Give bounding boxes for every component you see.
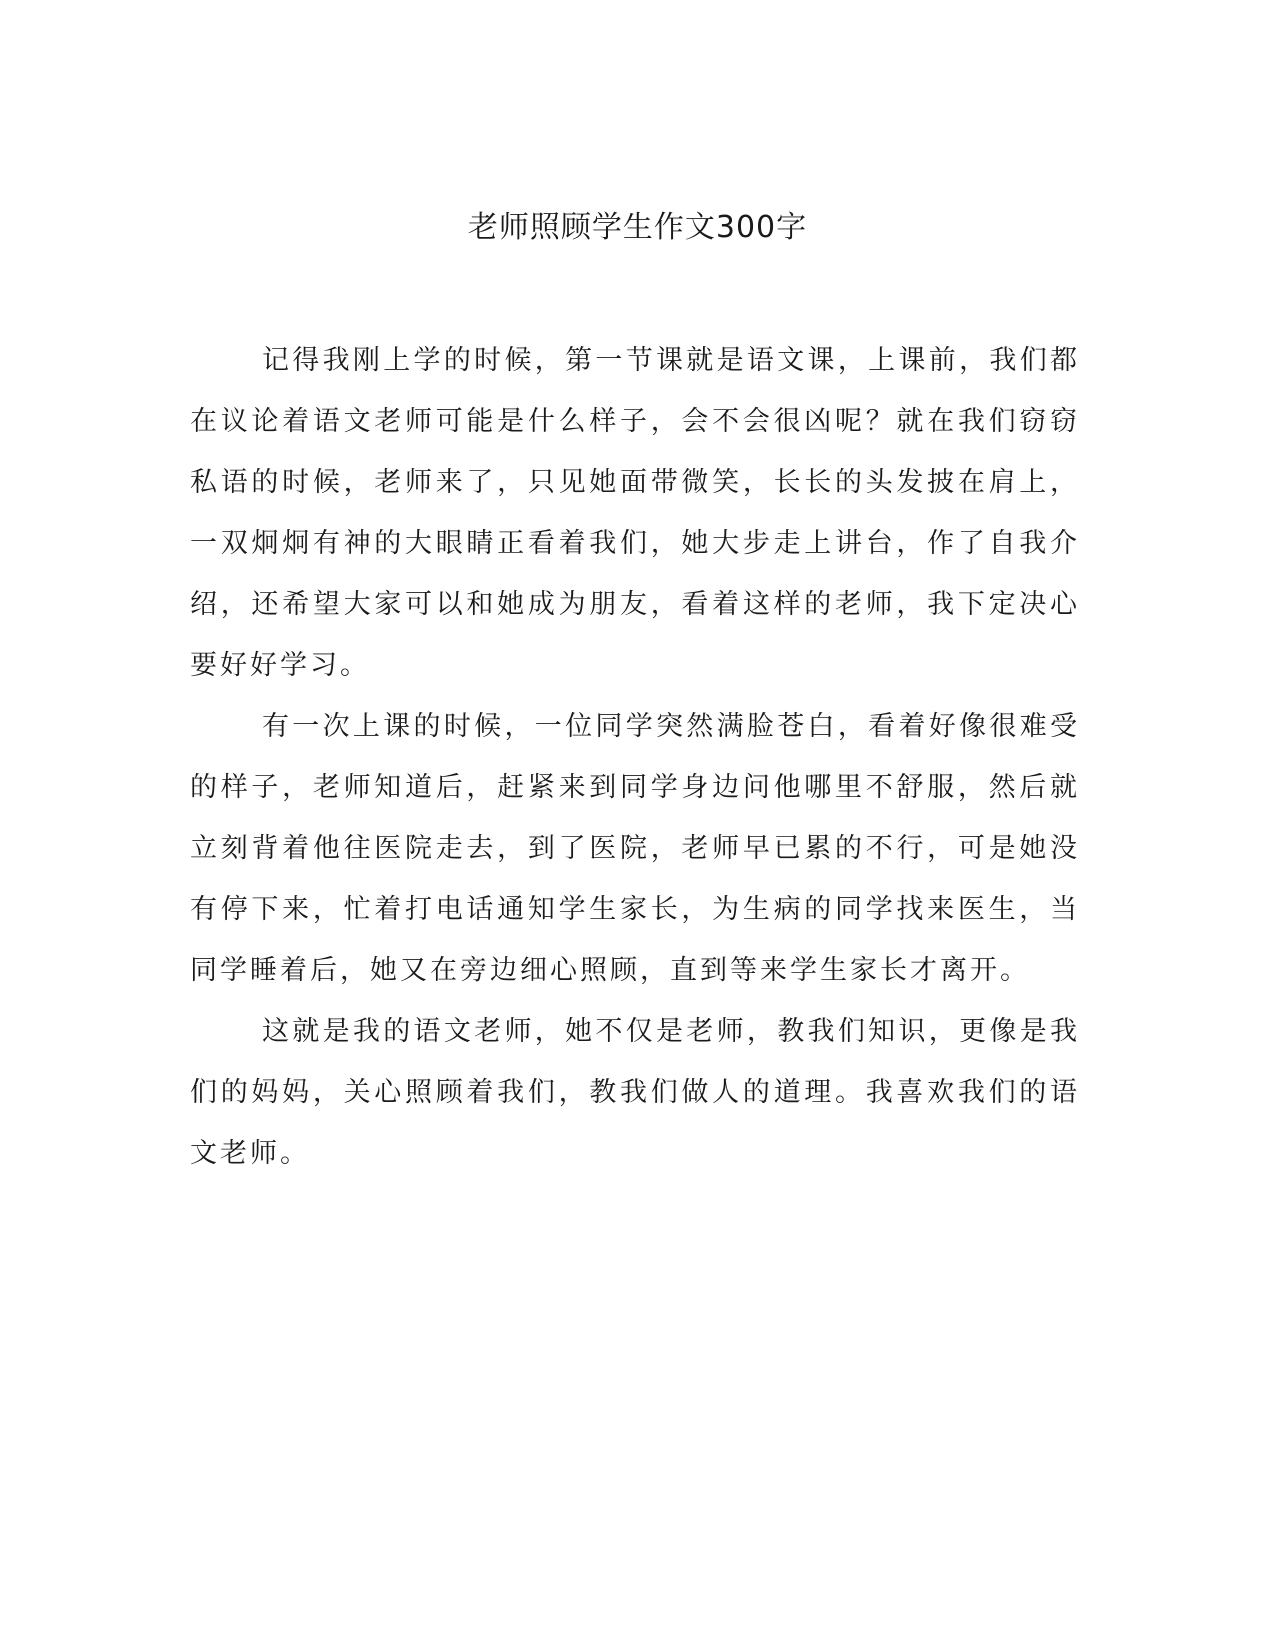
paragraph-2: 有一次上课的时候，一位同学突然满脸苍白，看着好像很难受的样子，老师知道后，赶紧来到同学身边问他哪里不舒服，然后就立刻背着他往医院走去，到了医院，老师早已累的不行，可是她没有停下来，忙着打电话通知学生家长，为生病的同学找来医生，当同学睡着后，她又在旁边细心照顾，直到等来学生家长才离开。	[190, 711, 1080, 986]
document-title: 老师照顾学生作文300字	[467, 210, 808, 245]
paragraph-3: 这就是我的语文老师，她不仅是老师，教我们知识，更像是我们的妈妈，关心照顾着我们，教我们做人的道理。我喜欢我们的语文老师。	[190, 1016, 1080, 1169]
paragraph-1: 记得我刚上学的时候，第一节课就是语文课，上课前，我们都在议论着语文老师可能是什么样子，会不会很凶呢？就在我们窃窃私语的时候，老师来了，只见她面带微笑，长长的头发披在肩上，一双炯炯有神的大眼睛正看着我们，她大步走上讲台，作了自我介绍，还希望大家可以和她成为朋友，看着这样的老师，我下定决心要好好学习。	[190, 345, 1080, 681]
document-body	[190, 330, 1080, 1184]
